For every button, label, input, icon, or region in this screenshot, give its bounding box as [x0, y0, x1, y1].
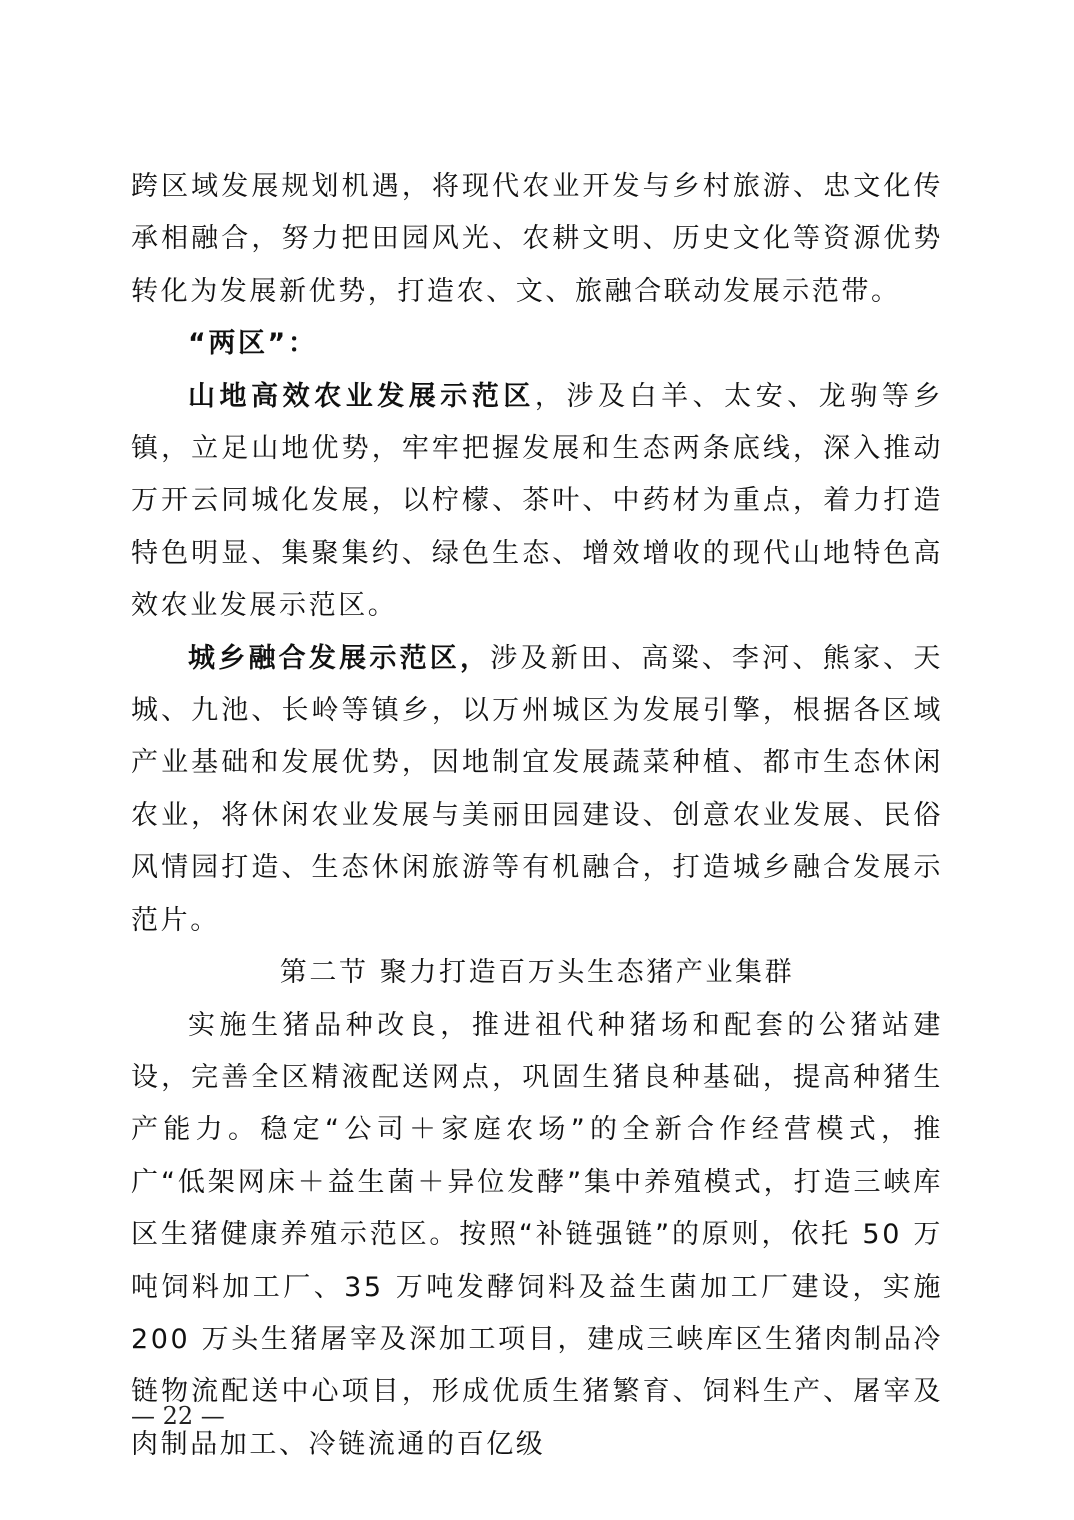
section-heading: 第二节 聚力打造百万头生态猪产业集群: [279, 957, 795, 989]
two-zones-heading: “两区”：: [188, 328, 318, 360]
zone-2-title: 城乡融合发展示范区，: [188, 642, 491, 674]
zone-1-text: ，涉及白羊、太安、龙驹等乡镇，立足山地优势，牢牢把握发展和生态两条底线，深入推动万开云同城化发展，以柠檬、茶叶、中药材为重点，着力打造特色明显、集聚集约、绿色生态、增效增收的现代山地特色高效农业发展示范区。: [131, 380, 943, 622]
paragraph-section: 实施生猪品种改良，推进祖代种猪场和配套的公猪站建设，完善全区精液配送网点，巩固生猪良种基础，提高种猪生产能力。稳定“公司＋家庭农场”的全新合作经营模式，推广“低架网床＋益生菌＋异位发酵”集中养殖模式，打造三峡库区生猪健康养殖示范区。按照“补链强链”的原则，依托 50 万吨饲料加工厂、35 万吨发酵饲料及益生菌加工厂建设，实施 200 万头生猪屠宰及深加工项目，建成三峡库区生猪肉制品冷链物流配送中心项目，形成优质生猪繁育、饲料生产、屠宰及肉制品加工、冷链流通的百亿级: [131, 1009, 943, 1460]
paragraph-zone-1: [131, 371, 943, 633]
document-body: [131, 161, 943, 1471]
zone-2-text: 涉及新田、高粱、李河、熊家、天城、九池、长岭等镇乡，以万州城区为发展引擎，根据各区域产业基础和发展优势，因地制宜发展蔬菜种植、都市生态休闲农业，将休闲农业发展与美丽田园建设、创意农业发展、民俗风情园打造、生态休闲旅游等有机融合，打造城乡融合发展示范片。: [131, 642, 943, 936]
paragraph-continuation: 跨区域发展规划机遇，将现代农业开发与乡村旅游、忠文化传承相融合，努力把田园风光、农耕文明、历史文化等资源优势转化为发展新优势，打造农、文、旅融合联动发展示范带。: [131, 171, 943, 307]
zone-1-title: 山地高效农业发展示范区: [188, 380, 535, 412]
paragraph-zone-2: [131, 633, 943, 947]
page-number: — 22 —: [131, 1402, 225, 1430]
